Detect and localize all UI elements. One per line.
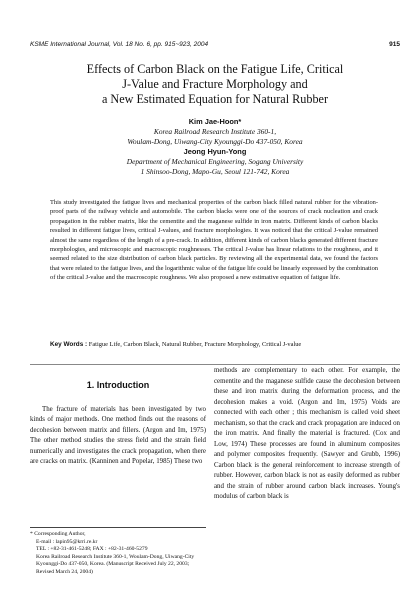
author-affiliation: Korea Railroad Research Institute 360-1, xyxy=(153,127,277,136)
author-name: Jeong Hyun-Yong xyxy=(183,147,247,156)
footnote-address: Korea Railroad Research Institute 360-1, Woulam-Dong, Uiwang-City Kyounggi-Do 437-050, Korea. (Manuscript Received July 22, 2003; Revised March 24, 2004) xyxy=(36,553,195,575)
body-paragraph: The fracture of materials has been investigated by two kinds of major methods. One method finds out the reasons of decohesion between matrix and fillers. (Argon and Im, 1975) The other method studies the stress field and the strain field numerically and investigates the crack propagation, when there are cracks on matrix. (Kanninen and Popelar, 1985) These two xyxy=(30,405,206,465)
keywords xyxy=(50,340,378,349)
divider xyxy=(30,364,400,365)
author-affiliation: 1 Shinsoo-Dong, Mapo-Gu, Seoul 121-742, Korea xyxy=(140,167,290,176)
left-column xyxy=(30,374,206,468)
journal-citation: KSME International Journal, Vol. 18 No. 6, pp. 915~923, 2004 xyxy=(30,41,209,48)
author-affiliation: Woulam-Dong, Uiwang-City Kyounggi-Do 437-050, Korea xyxy=(127,137,303,146)
author-affiliation: Department of Mechanical Engineering, Sogang University xyxy=(126,157,304,166)
page-number: 915 xyxy=(389,41,400,48)
footnote-line: * Corresponding Author, xyxy=(30,531,86,537)
running-header xyxy=(30,41,400,48)
right-column xyxy=(214,366,400,503)
title-line: Effects of Carbon Black on the Fatigue Life, Critical xyxy=(86,62,344,76)
footnote-email: E-mail : lapin95@krri.re.kr xyxy=(36,538,98,545)
title-line: J-Value and Fracture Morphology and xyxy=(122,77,308,91)
title-line: a New Estimated Equation for Natural Rubber xyxy=(101,92,329,106)
paper-title xyxy=(30,62,400,107)
keywords-text: Fatigue Life, Carbon Black, Natural Rubber, Fracture Morphology, Critical J-value xyxy=(88,341,302,348)
abstract: This study investigated the fatigue lives and mechanical properties of the carbon black filled natural rubber for the vibration-proof parts of the railway vehicle and automobile. The carbon blacks were one of the sources of crack nucleation and crack propagation in the rubber matrix, like the cementite and the maganese sulfide in iron matrix. Different kinds of carbon blacks resulted in different fatigue lives, critical J-values, and fracture morphologies. It was noticed that the critical J-value remained almost the same regardless of the length of a pre-crack. In addition, different kinds of carbon blacks generated different fracture morphologies, and microscopic and macroscopic roughnesses. The critical J-value has linear relations to the roughness, and it seemed related to the size distribution of carbon black particles. By reviewing all the experimental data, we found the factors that were related to the fatigue lives, and the logarithmic value of the fatigue life could be linearly expressed by the combination of the critical J-value and the macroscopic roughness. We also proposed a new estimative equation of fatigue life. xyxy=(50,199,378,282)
footnote-phone: TEL : +82-31-461-5248; FAX : +82-31-460-5279 xyxy=(36,546,148,553)
footnote xyxy=(30,527,206,577)
keywords-label: Key Words : xyxy=(50,341,88,348)
author-name: Kim Jae-Hoon* xyxy=(188,117,242,126)
author-block xyxy=(30,117,400,177)
section-heading: 1. Introduction xyxy=(86,380,150,390)
body-paragraph: methods are complementary to each other. For example, the cementite and the maganese sulfide cause the decohesion between these and iron matrix during the deformation process, and the decohesion makes a void. (Argon and Im, 1975) Voids are connected with each other ; this mechanism is called void sheet mechanism, so that the crack and crack propagation are induced on the iron matrix. And finally the material is fractured. (Cox and Low, 1974) These processes are found in aluminum composites and polymer composites frequently. (Sawyer and Grubb, 1996) Carbon black is the general reinforcement to increase strength of rubber. However, carbon black is not as easily deformed as rubber and the strain of rubber around carbon black increases. Young's modulus of carbon black is xyxy=(214,367,400,500)
